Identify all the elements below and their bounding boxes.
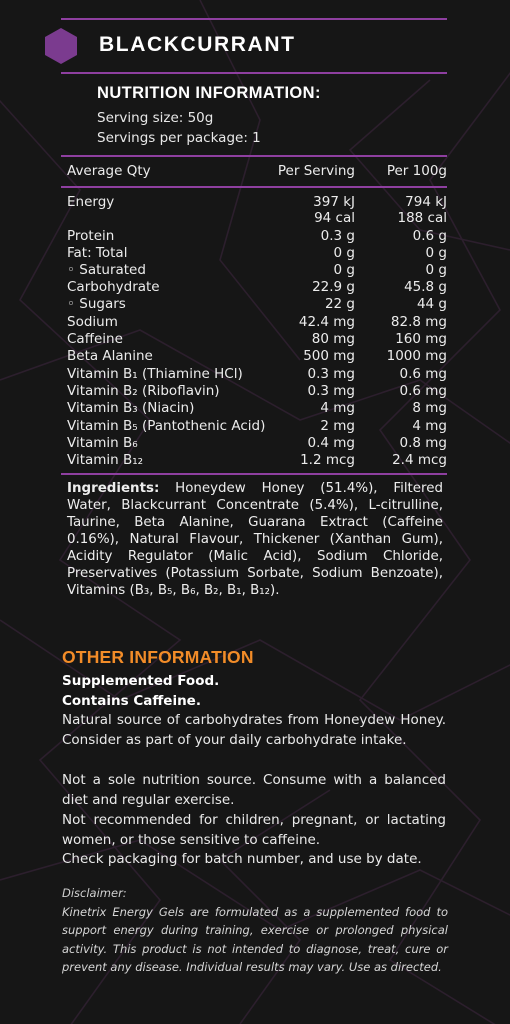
row-name: Vitamin B₁ (Thiamine HCl) xyxy=(67,366,243,382)
table-top-divider xyxy=(61,155,447,157)
ingredients-block xyxy=(67,480,443,599)
recommendation-note: Not recommended for children, pregnant, or lactating women, or those sensitive to caffeine. xyxy=(62,812,446,848)
contains-caffeine-line: Contains Caffeine. xyxy=(62,693,201,709)
carbohydrate-note: Natural source of carbohydrates from Honeydew Honey. Consider as part of your daily carbohydrate intake. xyxy=(62,712,446,748)
top-divider xyxy=(61,18,447,20)
row-per-serving: 80 mg xyxy=(311,331,355,347)
row-name: Protein xyxy=(67,228,115,244)
row-name: Fat: Total xyxy=(67,245,128,261)
title-divider xyxy=(61,72,447,74)
row-per-100g: 0.6 g xyxy=(412,228,447,244)
batch-note: Check packaging for batch number, and use by date. xyxy=(62,851,422,867)
row-per-serving: 94 cal xyxy=(314,210,355,226)
disclaimer-title: Disclaimer: xyxy=(62,886,127,900)
nutrition-source-note: Not a sole nutrition source. Consume with a balanced diet and regular exercise. xyxy=(62,772,446,808)
row-per-serving: 0.3 mg xyxy=(307,366,355,382)
row-per-100g: 82.8 mg xyxy=(390,314,447,330)
row-per-serving: 22.9 g xyxy=(312,279,355,295)
row-per-100g: 188 cal xyxy=(397,210,447,226)
row-per-serving: 1.2 mcg xyxy=(300,452,355,468)
product-name: BLACKCURRANT xyxy=(99,33,296,56)
row-name: Vitamin B₆ xyxy=(67,435,138,451)
row-name: ◦ Sugars xyxy=(67,296,126,312)
serving-size: Serving size: 50g xyxy=(97,110,214,126)
row-per-100g: 0.6 mg xyxy=(399,366,447,382)
ingredients-label: Ingredients: xyxy=(67,481,160,496)
header-per-100g: Per 100g xyxy=(386,163,447,179)
ingredients-text: Honeydew Honey (51.4%), Filtered Water, Blackcurrant Concentrate (5.4%), L-citrulline, Taurine, Beta Alanine, Guarana Extract (Caffeine 0.16%), Natural Flavour, Thickener (Xanthan Gum), Acidity Regulator (Malic Acid), Sodium Chloride, Preservatives (Potassium Sorbate, Sodium Benzoate), Vitamins (B₃, B₅, B₆, B₂, B₁, B₁₂). xyxy=(67,481,443,598)
disclaimer-text: Kinetrix Energy Gels are formulated as a supplemented food to support energy during training, exercise or prolonged physical activity. This product is not intended to diagnose, treat, cure or prevent any disease. Individual results may vary. Use as directed. xyxy=(62,905,448,975)
row-per-100g: 1000 mg xyxy=(386,348,447,364)
row-per-serving: 0 g xyxy=(333,262,355,278)
row-per-100g: 0.6 mg xyxy=(399,383,447,399)
row-name: Vitamin B₂ (Riboflavin) xyxy=(67,383,220,399)
row-per-100g: 2.4 mcg xyxy=(392,452,447,468)
row-per-100g: 794 kJ xyxy=(405,194,447,210)
row-per-serving: 0.3 mg xyxy=(307,383,355,399)
row-name: Sodium xyxy=(67,314,118,330)
table-bottom-divider xyxy=(61,473,447,475)
supplemented-food-line: Supplemented Food. xyxy=(62,673,220,689)
other-information-title: OTHER INFORMATION xyxy=(62,647,254,667)
row-per-serving: 0.3 g xyxy=(320,228,355,244)
row-per-100g: 45.8 g xyxy=(404,279,447,295)
row-per-serving: 42.4 mg xyxy=(298,314,355,330)
hexagon-icon xyxy=(42,27,80,65)
row-per-100g: 0.8 mg xyxy=(399,435,447,451)
row-per-serving: 4 mg xyxy=(320,400,355,416)
row-name: Vitamin B₁₂ xyxy=(67,452,144,468)
servings-per-package: Servings per package: 1 xyxy=(97,130,261,146)
row-per-100g: 44 g xyxy=(416,296,447,312)
row-name: ◦ Saturated xyxy=(67,262,146,278)
row-name: Beta Alanine xyxy=(67,348,153,364)
row-per-100g: 8 mg xyxy=(412,400,447,416)
header-average-qty: Average Qty xyxy=(67,163,151,179)
row-per-serving: 397 kJ xyxy=(313,194,355,210)
row-per-serving: 500 mg xyxy=(303,348,355,364)
row-per-100g: 0 g xyxy=(425,262,447,278)
nutrition-title: NUTRITION INFORMATION: xyxy=(97,84,321,102)
row-per-serving: 22 g xyxy=(324,296,355,312)
row-per-serving: 2 mg xyxy=(320,418,355,434)
row-per-100g: 160 mg xyxy=(395,331,447,347)
row-per-100g: 0 g xyxy=(425,245,447,261)
row-name: Vitamin B₃ (Niacin) xyxy=(67,400,195,416)
row-per-100g: 4 mg xyxy=(412,418,447,434)
row-per-serving: 0.4 mg xyxy=(307,435,355,451)
table-header-divider xyxy=(61,186,447,188)
row-name: Carbohydrate xyxy=(67,279,160,295)
row-name: Caffeine xyxy=(67,331,123,347)
row-per-serving: 0 g xyxy=(333,245,355,261)
header-per-serving: Per Serving xyxy=(277,163,355,179)
row-name: Vitamin B₅ (Pantothenic Acid) xyxy=(67,418,266,434)
row-name: Energy xyxy=(67,194,115,210)
